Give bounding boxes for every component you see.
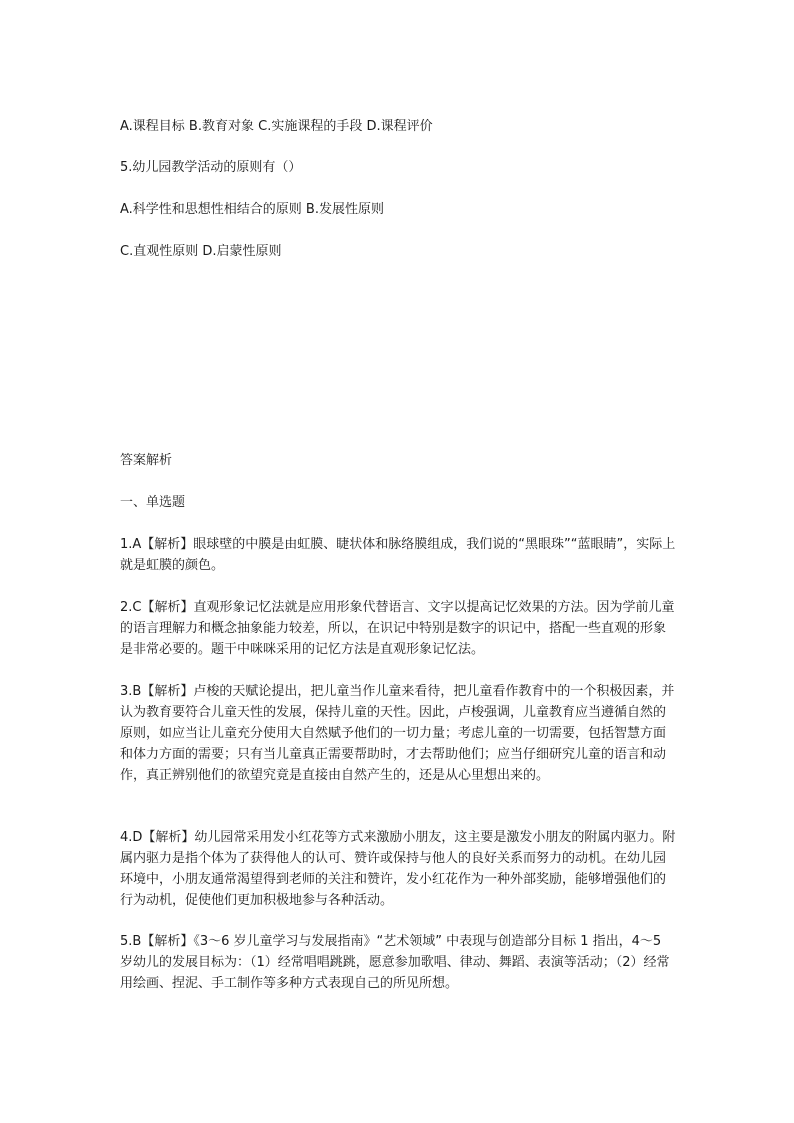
q5-options-cd: C.直观性原则 D.启蒙性原则: [120, 244, 282, 259]
q5-stem: 5.幼儿园教学活动的原则有（）: [120, 160, 302, 175]
answer-item-4: 4.D【解析】幼儿园常采用发小红花等方式来激励小朋友，这主要是激发小朋友的附属内驱力。附属内驱力是指个体为了获得他人的认可、赞许或保持与他人的良好关系而努力的动机。在幼儿园环境中，小朋友通常渴望得到老师的关注和赞许，发小红花作为一种外部奖励，能够增强他们的行为动机，促使他们更加积极地参与各种活动。: [120, 830, 676, 908]
q4-options: A.课程目标 B.教育对象 C.实施课程的手段 D.课程评价: [120, 119, 433, 134]
answer-item-3: 3.B【解析】卢梭的天赋论提出，把儿童当作儿童来看待，把儿童看作教育中的一个积极因素，并认为教育要符合儿童天性的发展，保持儿童的天性。因此，卢梭强调，儿童教育应当遵循自然的原则，如应当让儿童充分使用大自然赋予他们的一切力量；考虑儿童的一切需要，包括智慧方面和体力方面的需要；只有当儿童真正需要帮助时，才去帮助他们；应当仔细研究儿童的语言和动作，真正辨别他们的欲望究竟是直接由自然产生的，还是从心里想出来的。: [120, 684, 675, 783]
answer-item-1: 1.A【解析】眼球壁的中膜是由虹膜、睫状体和脉络膜组成，我们说的“黑眼珠”“蓝眼睛”，实际上就是虹膜的颜色。: [120, 537, 676, 573]
q5-options-ab: A.科学性和思想性相结合的原则 B.发展性原则: [120, 202, 384, 217]
answers-heading: 答案解析: [120, 453, 173, 468]
answer-item-2: 2.C【解析】直观形象记忆法就是应用形象代替语言、文字以提高记忆效果的方法。因为学前儿童的语言理解力和概念抽象能力较差，所以，在识记中特别是数字的识记中，搭配一些直观的形象是非常必要的。题干中咪咪采用的记忆方法是直观形象记忆法。: [120, 600, 675, 657]
section-title: 一、单选题: [120, 495, 186, 510]
answer-item-5: 5.B【解析】《3～6 岁儿童学习与发展指南》“艺术领域” 中表现与创造部分目标 1 指出，4～5 岁幼儿的发展目标为：（1）经常唱唱跳跳，愿意参加歌唱、律动、舞蹈、表演等活动；（2）经常用绘画、捏泥、手工制作等多种方式表现自己的所见所想。: [120, 934, 670, 991]
